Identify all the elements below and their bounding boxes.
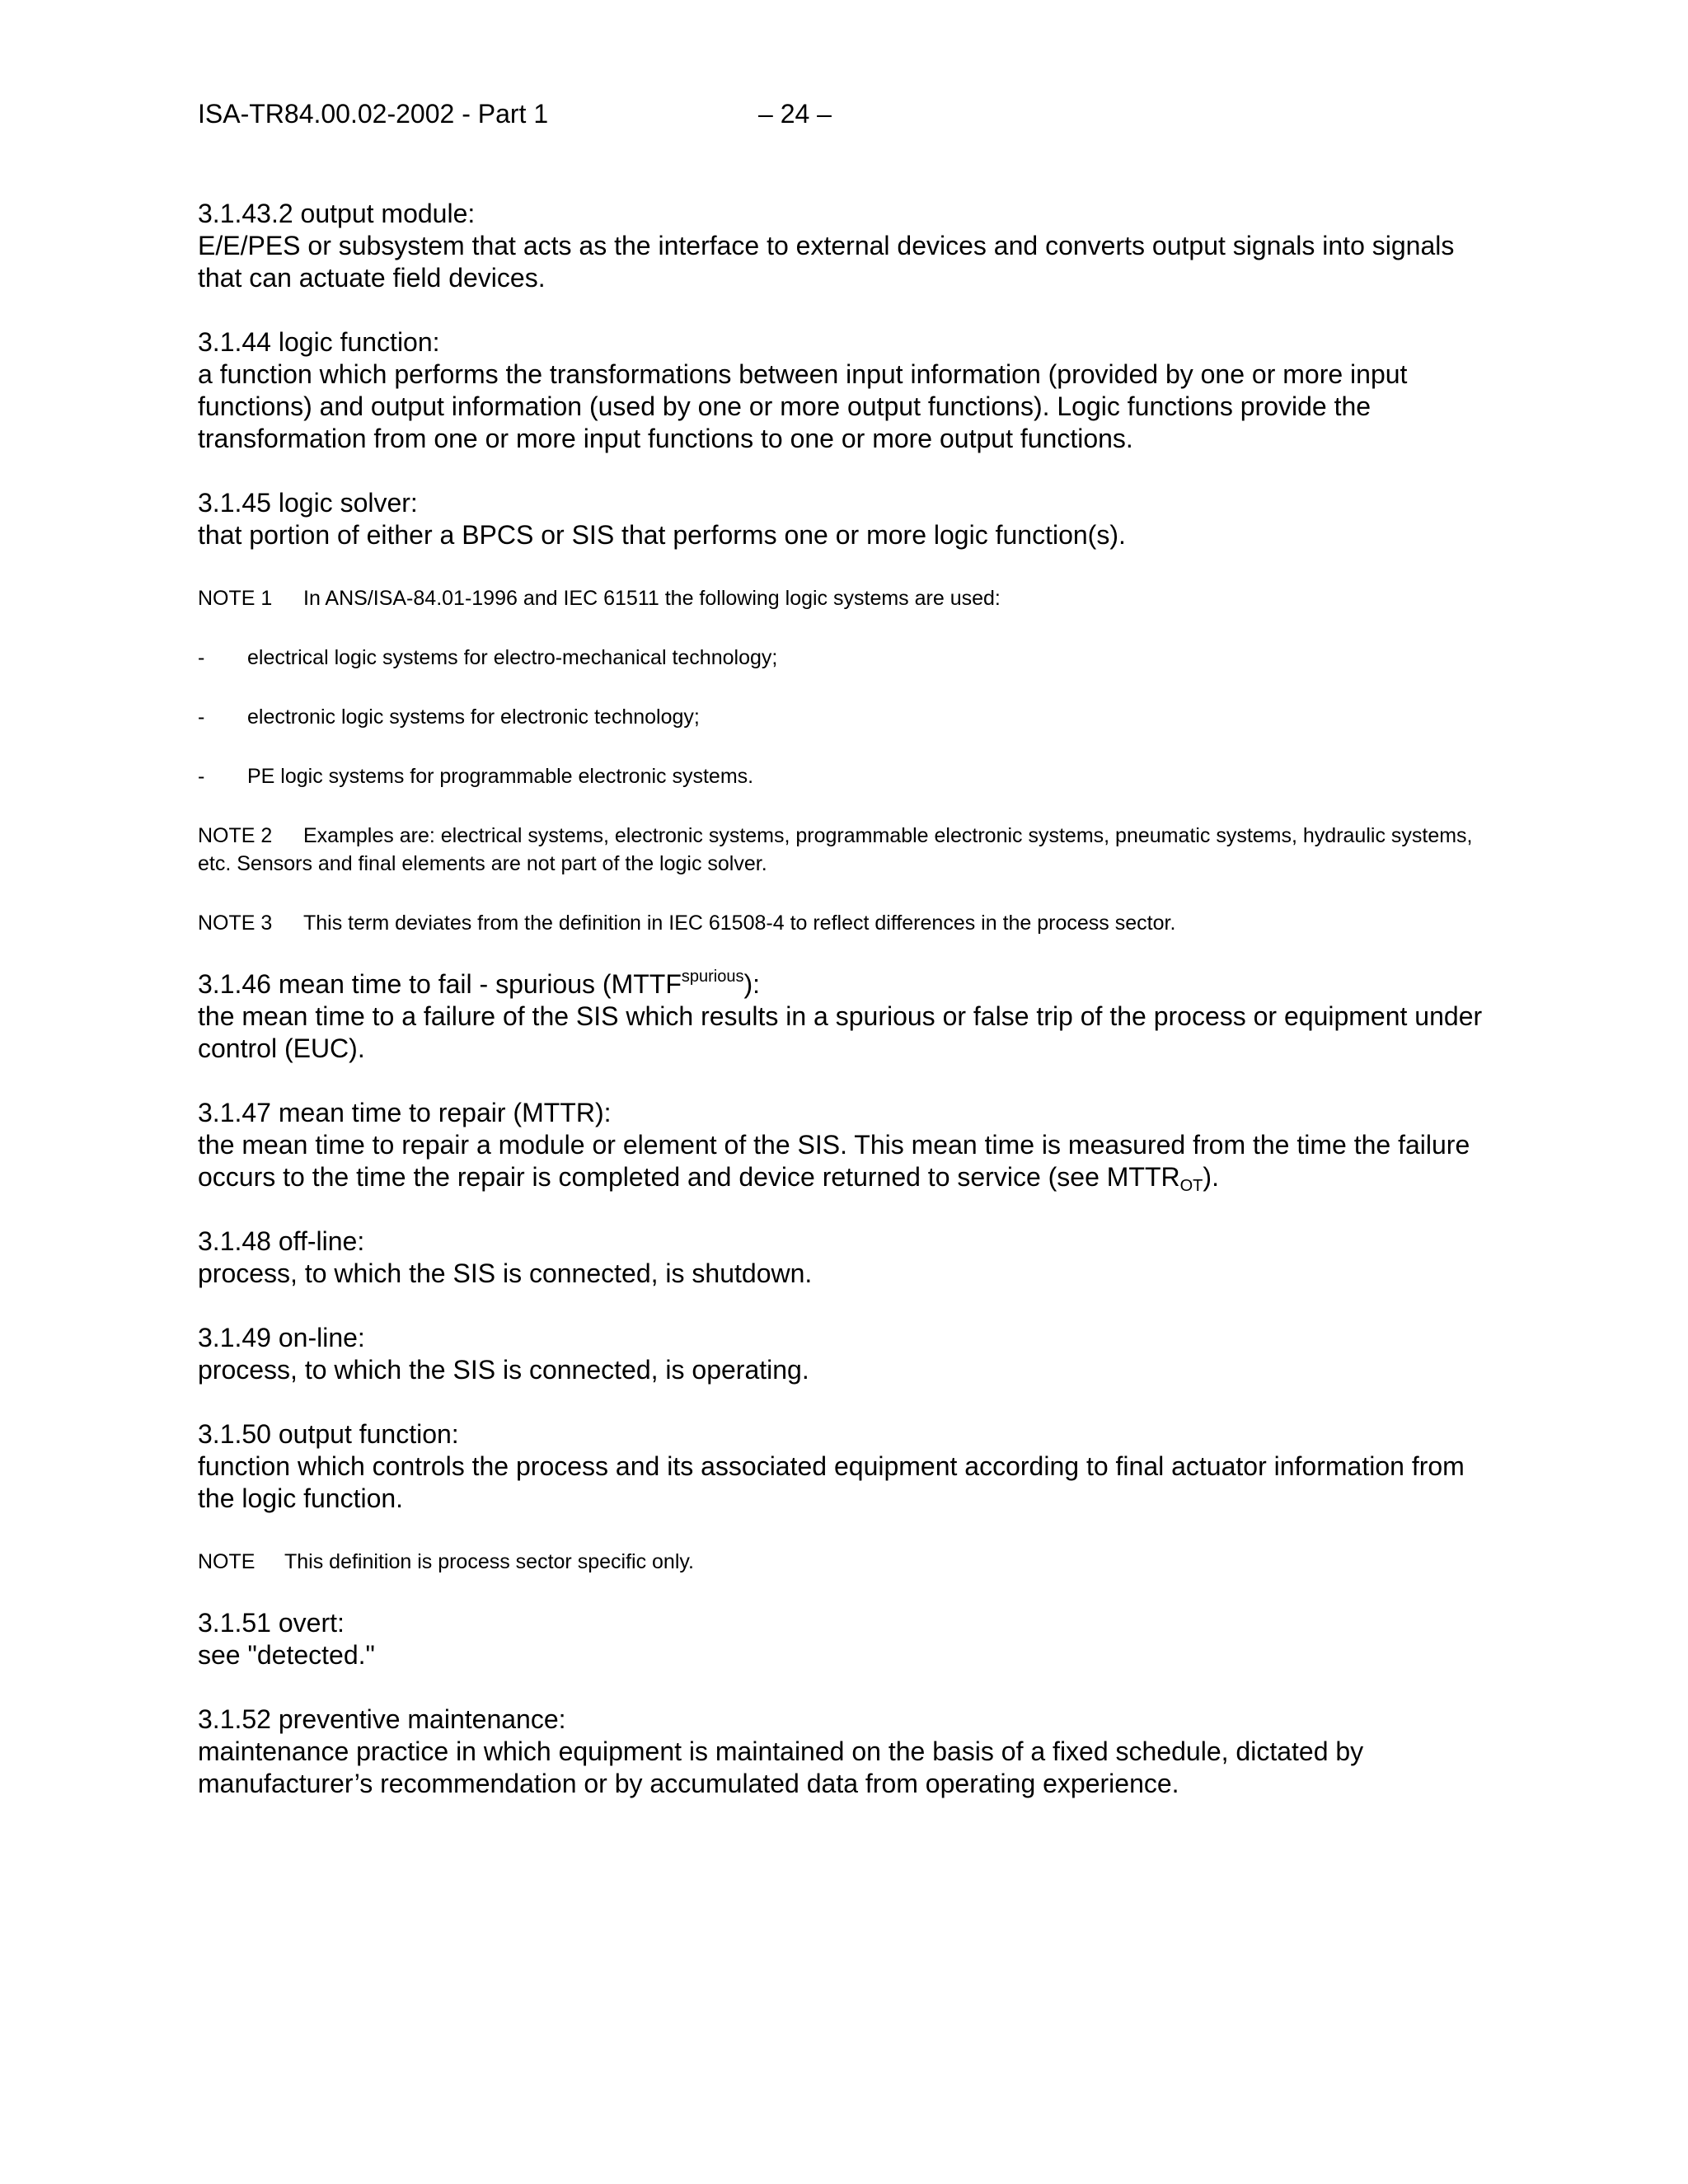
list-item-text: PE logic systems for programmable electronic systems. — [247, 765, 754, 788]
list-item-text: electronic logic systems for electronic technology; — [247, 705, 700, 729]
term-on-line — [198, 1322, 1484, 1386]
term-logic-function — [198, 326, 1484, 455]
list-item — [198, 703, 1484, 731]
term-heading: 3.1.48 off-line: — [198, 1226, 365, 1256]
list-item — [198, 762, 1484, 790]
term-definition: that portion of either a BPCS or SIS that performs one or more logic function(s). — [198, 520, 1126, 550]
document-id: ISA-TR84.00.02-2002 - Part 1 — [198, 99, 549, 129]
term-overt — [198, 1607, 1484, 1671]
subscript: OT — [1179, 1177, 1203, 1195]
term-definition — [198, 1129, 1484, 1193]
note-text: This term deviates from the definition in IEC 61508-4 to reflect differences in the process sector. — [303, 912, 1176, 935]
note-text: In ANS/ISA-84.01-1996 and IEC 61511 the following logic systems are used: — [303, 587, 1001, 610]
definition-text: the mean time to repair a module or element of the SIS. This mean time is measured from the time the failure occurs to the time the repair is completed and device returned to service (see MTTR — [198, 1130, 1470, 1192]
term-output-function — [198, 1418, 1484, 1515]
definition-text-end: ). — [1203, 1162, 1219, 1192]
note-2 — [198, 822, 1484, 878]
page-number: – 24 – — [758, 99, 832, 129]
term-heading: 3.1.43.2 output module: — [198, 199, 476, 228]
term-definition: E/E/PES or subsystem that acts as the interface to external devices and converts output signals into signals that can actuate field devices. — [198, 231, 1455, 293]
term-definition: see "detected." — [198, 1640, 375, 1670]
term-heading: 3.1.45 logic solver: — [198, 488, 418, 518]
term-definition: a function which performs the transformations between input information (provided by one or more input functions) and output information (used by one or more output functions). Logic functions provide the transformation from one or more input functions to one or more output functions. — [198, 359, 1408, 453]
term-heading: 3.1.44 logic function: — [198, 327, 440, 357]
page-header — [198, 99, 1484, 140]
note — [198, 1548, 1484, 1576]
note-text: This definition is process sector specific only. — [284, 1550, 694, 1573]
term-definition: process, to which the SIS is connected, is operating. — [198, 1355, 809, 1385]
term-output-module — [198, 198, 1484, 294]
term-heading: 3.1.51 overt: — [198, 1608, 345, 1638]
note-3 — [198, 909, 1484, 937]
bullet-dash: - — [198, 705, 205, 729]
list-item — [198, 644, 1484, 672]
heading-text: 3.1.46 mean time to fail - spurious (MTTF — [198, 969, 682, 999]
term-heading: 3.1.49 on-line: — [198, 1323, 365, 1352]
term-definition: maintenance practice in which equipment is maintained on the basis of a fixed schedule, dictated by manufacturer’s recommendation or by accumulated data from operating experience. — [198, 1736, 1364, 1798]
bullet-dash: - — [198, 765, 205, 788]
note-label: NOTE 3 — [198, 912, 273, 935]
term-preventive-maintenance — [198, 1704, 1484, 1800]
note-text: Examples are: electrical systems, electronic systems, programmable electronic systems, pneumatic systems, hydraulic systems, etc. Sensors and final elements are not part of the logic solver. — [198, 824, 1473, 875]
term-definition: function which controls the process and its associated equipment according to final actuator information from the logic function. — [198, 1451, 1465, 1513]
note-label: NOTE 2 — [198, 824, 273, 847]
definitions-body — [198, 198, 1484, 1832]
list-item-text: electrical logic systems for electro-mechanical technology; — [247, 646, 778, 669]
term-heading: 3.1.47 mean time to repair (MTTR): — [198, 1098, 612, 1127]
bullet-dash: - — [198, 646, 205, 669]
term-definition: process, to which the SIS is connected, is shutdown. — [198, 1258, 813, 1288]
term-off-line — [198, 1226, 1484, 1290]
term-heading — [198, 968, 1484, 1001]
note-label: NOTE 1 — [198, 587, 273, 610]
term-logic-solver — [198, 487, 1484, 551]
heading-text-end: ): — [743, 969, 761, 999]
term-heading: 3.1.52 preventive maintenance: — [198, 1704, 566, 1734]
note-label: NOTE — [198, 1550, 256, 1573]
term-mttf-spurious — [198, 968, 1484, 1065]
term-heading: 3.1.50 output function: — [198, 1419, 459, 1449]
superscript: spurious — [681, 968, 744, 986]
term-definition: the mean time to a failure of the SIS which results in a spurious or false trip of the process or equipment under control (EUC). — [198, 1001, 1483, 1063]
note-1 — [198, 584, 1484, 612]
term-mttr — [198, 1097, 1484, 1193]
